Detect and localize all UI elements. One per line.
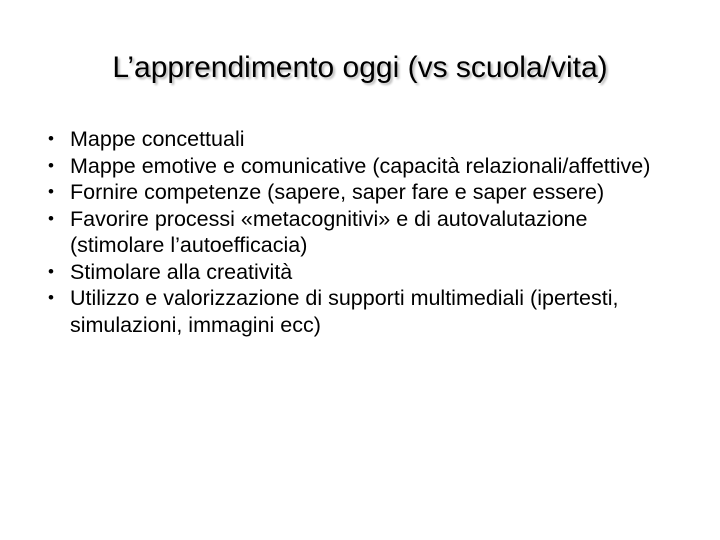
bullet-text: Mappe concettuali: [70, 127, 245, 151]
bullet-item: [44, 206, 684, 259]
bullet-text: Mappe emotive e comunicative (capacità relazionali/affettive): [70, 153, 651, 178]
bullet-item: [44, 153, 684, 180]
bullet-item: [44, 179, 684, 206]
bullet-text: Favorire processi «metacognitivi» e di autovalutazione (stimolare l’autoefficacia): [70, 206, 588, 257]
bullet-text: Stimolare alla creatività: [70, 259, 293, 284]
bullet-icon: •: [48, 288, 54, 307]
slide-title: L’apprendimento oggi (vs scuola/vita): [112, 51, 608, 84]
bullet-icon: •: [48, 155, 54, 175]
bullet-item: [44, 285, 684, 338]
bullet-icon: •: [48, 208, 54, 228]
bullet-text: Utilizzo e valorizzazione di supporti multimediali (ipertesti, simulazioni, immagini ecc): [70, 286, 619, 337]
bullet-icon: •: [48, 182, 54, 201]
bullet-item: [44, 126, 684, 153]
bullet-icon: •: [48, 261, 54, 281]
bullet-icon: •: [48, 129, 54, 148]
bullet-list: [44, 126, 684, 338]
bullet-text: Fornire competenze (sapere, saper fare e saper essere): [70, 180, 605, 204]
bullet-item: [44, 259, 684, 286]
